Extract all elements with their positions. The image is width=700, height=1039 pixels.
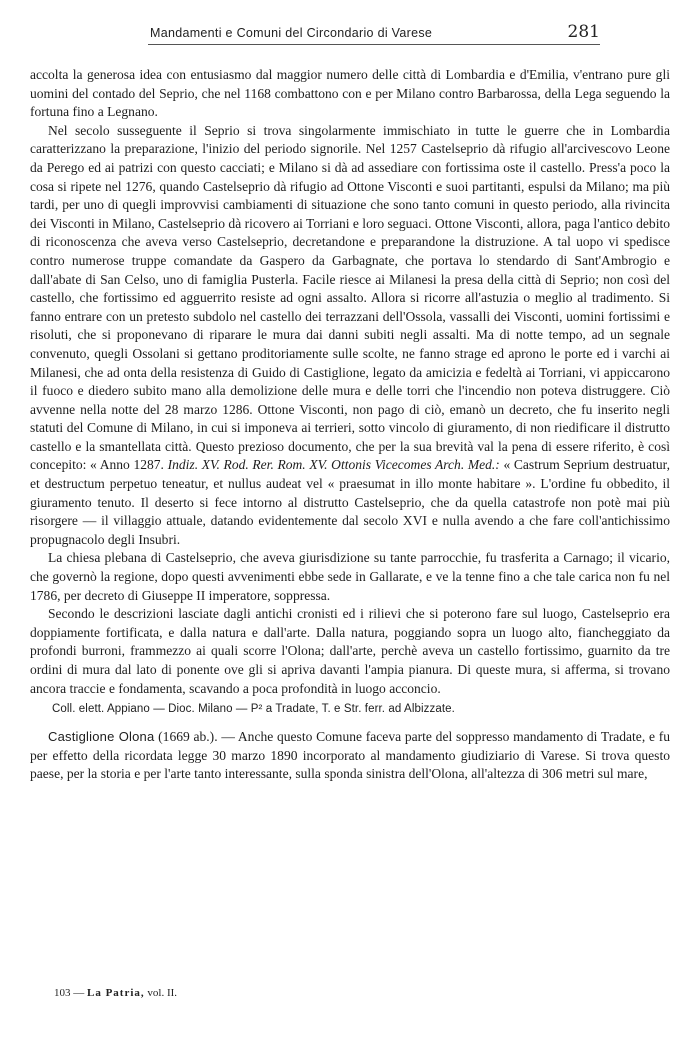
header-rule	[148, 44, 600, 45]
paragraph-3: La chiesa plebana di Castelseprio, che aveva giurisdizione su tante parrocchie, fu trasferita a Carnago; il vicario, che governò la regione, dopo questi avvenimenti ebbe sede in Gallarate, e ve la tenne fino a che tale carica non fu nel 1786, per decreto di Giuseppe II imperatore, soppressa.	[30, 550, 670, 603]
footer-journal: La Patria,	[87, 987, 145, 999]
page-footer	[54, 987, 177, 999]
footer-volume: vol. II.	[147, 987, 178, 999]
paragraph-4: Secondo le descrizioni lasciate dagli antichi cronisti ed i rilievi che si poterono fare sul luogo, Castelseprio era doppiamente fortificata, e dalla natura e dall'arte. Dalla natura, poggiando sopra un luogo alto, fiancheggiato da profondi burroni, frammezzo ai quali scorre l'Olona; dall'arte, perchè aveva un castello fortissimo, guarnito da tre ordini di mura dal lato di ponente ove gli si apriva davanti l'ampia pianura. Di queste mura, si afferma, si trovano ancora traccie e fondamenta, scavando a poca profondità in luogo acconcio.	[30, 606, 670, 696]
running-head: Mandamenti e Comuni del Circondario di Varese	[150, 26, 433, 40]
admin-note: Coll. elett. Appiano — Dioc. Milano — P² a Tradate, T. e Str. ferr. ad Albizzate.	[52, 703, 455, 716]
body-text	[30, 66, 670, 784]
page-number: 281	[567, 22, 600, 42]
paragraph-2-text: Nel secolo susseguente il Seprio si trova singolarmente immischiato in tutte le guerre che in Lombardia caratterizzano la preparazione, l'inizio del periodo signorile. Nel 1257 Castelseprio dà rifugio all'arcivescovo Leone da Perego ed ai patrizi con questo cacciati; e Milano si dà ad assediare con fortissima oste il castello. Press'a poco la cosa si ripete nel 1276, quando Castelseprio dà rifugio ad Ottone Visconti e suoi partitanti, espulsi da Milano; ma più tardi, per uno di quegli improvvisi cambiamenti di situazione che sono tanto comuni in questo periodo, alla rivincita dei Visconti in Milano, Castelseprio dà ricovero ai Torriani e loro seguaci. Ottone Visconti, allora, paga l'antico debito di riconoscenza che aveva verso Castelseprio, decretandone e preparandone la distruzione. A tal uopo vi spedisce contro numerose truppe comandate da Gaspero da Garbagnate, che portava lo stendardo di Sant'Ambrogio e dall'abate di San Celso, uno di famiglia Pusterla. Facile riesce ai Milanesi la presa della città di Seprio; non così del castello, che fortissimo ed agguerrito resiste ad ogni assalto. Allora si ricorre all'astuzia o meglio al tradimento. Si fanno entrare con un pretesto subdolo nel castello dei terrazzani dell'Ossola, vassalli dei Visconti, uomini fortissimi e risoluti, che si proponevano di riparare le mura dai danni subiti negli assalti. Ma di notte tempo, ad un segnale convenuto, quegli Ossolani si gettano proditoriamente sulle scolte, ne fanno strage ed aprono le porte ed i varchi ai Milanesi, che ad onta della resistenza di Guido di Castiglione, legato da amicizia e fedeltà ai Torriani, vi appiccarono il fuoco e diedero subito mano alla demolizione delle mura e delle torri che l'incendio non poteva distruggere. Ciò avvenne nella notte del 28 marzo 1286. Ottone Visconti, non pago di ciò, emanò un decreto, che fu inserito negli statuti del Comune di Milano, in cui si imponeva ai terrieri, sotto vincolo di giuramento, di non riedificare il distrutto castello e la smantellata città. Questo prezioso documento, che per la sua brevità val la pena di essere riferito, è così concepito: « Anno 1287.	[30, 122, 670, 473]
entry-text: (1669 ab.). — Anche questo Comune faceva parte del soppresso mandamento di Tradate, e fu per effetto della ricordata legge 30 marzo 1890 incorporato al mandamento giudiziario di Varese. Si trova questo paese, per la storia e per l'arte tanto interessante, sulla sponda sinistra dell'Olona, all'altezza di 306 metri sul mare,	[30, 729, 671, 782]
paragraph-1: accolta la generosa idea con entusiasmo dal maggior numero delle città di Lombardia e d'Emilia, v'entrano pure gli uomini del contado del Seprio, che nel 1168 combattono con e per Milano contro Barbarossa, della Lega seguendo la fortuna fino a Legnano.	[30, 67, 670, 120]
paragraph-2	[30, 122, 670, 550]
entry-title: Castiglione Olona	[48, 729, 155, 745]
footer-signature: 103 —	[54, 987, 85, 999]
paragraph-2-quote: « Castrum Seprium destruatur, et destructum perpetuo teneatur, et nullus audeat vel « praesumat in illo monte habitare ». L'ordine fu obbedito, il giuramento tenuto. Il deserto si fece intorno al distrutto Castelseprio, che da quella catastrofe non potè mai più risorgere — il villaggio attuale, datando evidentemente dal secolo XVI e nulla avendo a che fare coll'antichissimo propugnacolo degli Insubri.	[30, 457, 670, 547]
entry-castiglione-olona	[30, 728, 670, 784]
citation-italic: Indiz. XV. Rod. Rer. Rom. XV. Ottonis Vicecomes Arch. Med.:	[167, 457, 500, 473]
